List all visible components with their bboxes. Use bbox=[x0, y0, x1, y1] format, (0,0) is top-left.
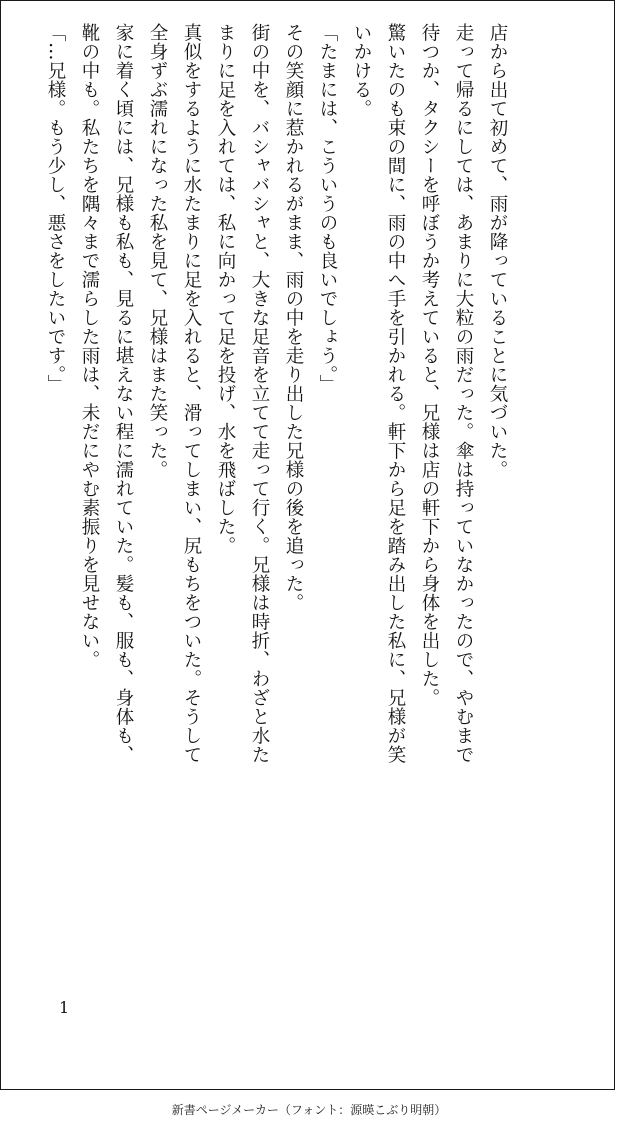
text-line: その笑顔に惹かれるがまま、雨の中を走り出した兄様の後を追った。 bbox=[283, 23, 304, 612]
page-number: 1 bbox=[59, 998, 70, 1017]
text-line: 街の中を、バシャバシャと、大きな足音を立てて走って行く。兄様は時折、わざと水た bbox=[249, 23, 270, 764]
text-line: 「…兄様。もう少し、悪さをしたいです。」 bbox=[45, 23, 66, 394]
text-line: 走って帰るにしては、あまりに大粒の雨だった。傘は持っていなかったので、やむまで bbox=[453, 23, 474, 764]
text-line: 真似をするように水たまりに足を入れると、滑ってしまい、尻もちをついた。そうして bbox=[181, 23, 202, 764]
text-line: まりに足を入れては、私に向かって足を投げ、水を飛ばした。 bbox=[215, 23, 236, 555]
vertical-text-body bbox=[38, 23, 514, 983]
footer-caption: 新書ページメーカー（フォント：源暎こぶり明朝） bbox=[171, 1103, 447, 1117]
text-line: いかける。 bbox=[351, 23, 372, 118]
text-line: 待つか、タクシーを呼ぼうか考えていると、兄様は店の軒下から身体を出した。 bbox=[419, 23, 440, 707]
text-line: 「たまには、こういうのも良いでしょう。」 bbox=[317, 23, 338, 394]
text-line: 靴の中も。私たちを隅々まで濡らした雨は、未だにやむ素振りを見せない。 bbox=[79, 23, 100, 669]
text-line: 家に着く頃には、兄様も私も、見るに堪えない程に濡れていた。髪も、服も、身体も、 bbox=[113, 23, 134, 764]
text-line: 驚いたのも束の間に、雨の中へ手を引かれる。軒下から足を踏み出した私に、兄様が笑 bbox=[385, 23, 406, 764]
text-line: 店から出て初めて、雨が降っていることに気づいた。 bbox=[487, 23, 508, 479]
text-line: 全身ずぶ濡れになった私を見て、兄様はまた笑った。 bbox=[147, 23, 168, 479]
